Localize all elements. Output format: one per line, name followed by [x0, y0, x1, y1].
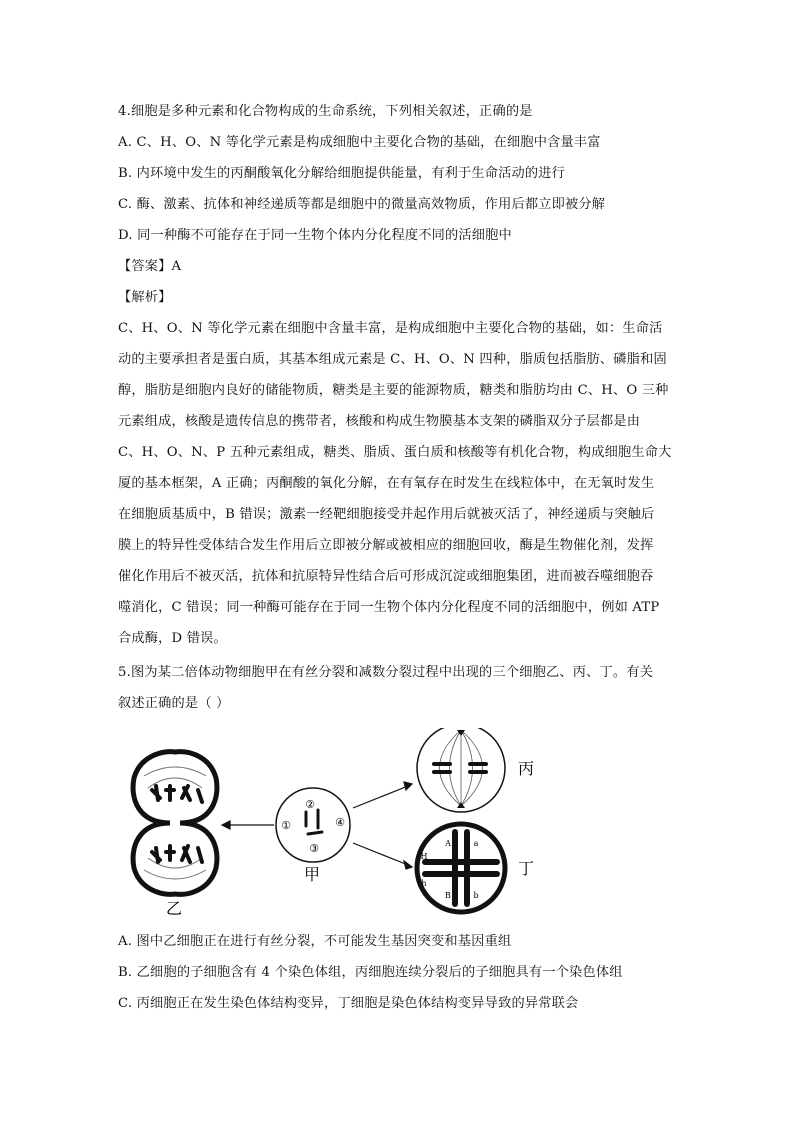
q5-option-a: A. 图中乙细胞正在进行有丝分裂，不可能发生基因突变和基因重组: [118, 934, 512, 949]
arrow-jia-to-yi: [222, 821, 274, 829]
label-gene-H: H: [420, 852, 428, 861]
label-gene-b: b: [473, 891, 479, 900]
q4-option-b: B. 内环境中发生的丙酮酸氧化分解给细胞提供能量，有利于生命活动的进行: [118, 166, 566, 181]
label-num2: ②: [305, 798, 315, 811]
cell-division-diagram: [118, 728, 548, 918]
q4-analysis-line: 元素组成，核酸是遗传信息的携带者，核酸和构成生物膜基本支架的磷脂双分子层都是由: [118, 414, 641, 429]
q4-analysis-line: C、H、O、N 等化学元素在细胞中含量丰富，是构成细胞中主要化合物的基础，如：生命活: [118, 321, 663, 336]
label-gene-B: B: [445, 891, 451, 900]
q4-analysis-line: 合成酶，D 错误。: [118, 631, 227, 646]
cell-yi: [133, 752, 217, 895]
q4-option-c: C. 酶、激素、抗体和神经递质等都是细胞中的微量高效物质，作用后都立即被分解: [118, 197, 606, 212]
q4-analysis-line: C、H、O、N、P 五种元素组成，糖类、脂质、蛋白质和核酸等有机化合物，构成细胞生命大: [118, 445, 672, 460]
q4-option-a: A. C、H、O、N 等化学元素是构成细胞中主要化合物的基础，在细胞中含量丰富: [118, 135, 601, 150]
cell-ding: [417, 824, 505, 912]
q4-analysis-line: 噬消化，C 错误；同一种酶可能存在于同一生物个体内分化程度不同的活细胞中，例如 ATP: [118, 600, 660, 615]
label-gene-A: A: [445, 839, 451, 848]
label-gene-a: a: [473, 839, 479, 848]
cell-bing: [417, 728, 505, 812]
q4-analysis-line: 厦的基本框架，A 正确；丙酮酸的氧化分解，在有氧存在时发生在线粒体中，在无氧时发生: [118, 476, 655, 491]
q4-analysis-line: 膜上的特异性受体结合发生作用后立即被分解或被相应的细胞回收，酶是生物催化剂，发挥: [118, 538, 654, 553]
q4-analysis-line: 动的主要承担者是蛋白质，其基本组成元素是 C、H、O、N 四种，脂质包括脂肪、磷脂和固: [118, 352, 667, 367]
label-num4: ④: [335, 816, 345, 829]
label-num3: ③: [309, 842, 319, 855]
q4-analysis-line: 在细胞质基质中，B 错误；激素一经靶细胞接受并起作用后就被灭活了，神经递质与突触后: [118, 507, 655, 522]
q4-analysis-line: 催化作用后不被灭活，抗体和抗原特异性结合后可形成沉淀或细胞集团，进而被吞噬细胞吞: [118, 569, 654, 584]
q4-option-d: D. 同一种酶不可能存在于同一生物个体内分化程度不同的活细胞中: [118, 228, 512, 243]
label-ding: 丁: [518, 859, 535, 878]
cell-division-figure: [118, 728, 548, 918]
q4-analysis-line: 醇，脂肪是细胞内良好的储能物质，糖类是主要的能源物质，糖类和脂肪均由 C、H、O 三种: [118, 383, 669, 398]
q5-stem-line: 5.图为某二倍体动物细胞甲在有丝分裂和减数分裂过程中出现的三个细胞乙、丙、丁。有关: [118, 665, 654, 680]
label-gene-h: h: [421, 879, 427, 888]
q5-stem-line: 叙述正确的是（ ）: [118, 696, 230, 711]
label-jia: 甲: [304, 865, 321, 884]
label-num1: ①: [281, 819, 291, 832]
label-bing: 丙: [518, 759, 535, 778]
q5-option-b: B. 乙细胞的子细胞含有 4 个染色体组，丙细胞连续分裂后的子细胞具有一个染色体组: [118, 965, 623, 980]
q4-answer: 【答案】A: [118, 259, 182, 274]
q4-analysis-title: 【解析】: [118, 290, 172, 305]
q5-option-c: C. 丙细胞正在发生染色体结构变异，丁细胞是染色体结构变异导致的异常联会: [118, 996, 579, 1011]
arrow-jia-to-bing: [353, 782, 412, 808]
label-yi: 乙: [166, 899, 183, 918]
arrow-jia-to-ding: [353, 843, 412, 869]
q4-stem: 4.细胞是多种元素和化合物构成的生命系统，下列相关叙述，正确的是: [118, 104, 533, 119]
